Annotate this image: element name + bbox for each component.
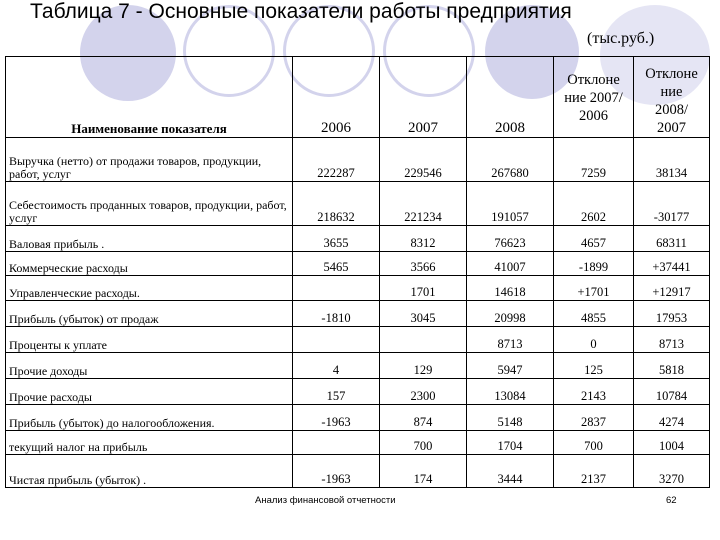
value-2006: -1810 xyxy=(293,301,380,327)
deviation-2007-2006: -1899 xyxy=(554,252,634,276)
row-name: Себестоимость проданных товаров, продукции, работ, услуг xyxy=(6,182,293,226)
value-2006: 157 xyxy=(293,379,380,405)
value-2006: 218632 xyxy=(293,182,380,226)
deviation-2008-2007: 5818 xyxy=(634,353,710,379)
table-row xyxy=(6,379,710,405)
indicators-table xyxy=(5,56,710,488)
value-2006 xyxy=(293,276,380,301)
header-dev2-line3: 2008/ xyxy=(654,102,689,118)
deviation-2007-2006: 7259 xyxy=(554,138,634,182)
deviation-2008-2007: 38134 xyxy=(634,138,710,182)
footer-page-number: 62 xyxy=(666,495,677,506)
value-2007: 229546 xyxy=(380,138,467,182)
header-dev2-line4: 2007 xyxy=(657,120,686,136)
row-name: Прибыль (убыток) от продаж xyxy=(6,301,293,327)
deviation-2007-2006: 4657 xyxy=(554,226,634,252)
value-2007: 1701 xyxy=(380,276,467,301)
table-row xyxy=(6,405,710,431)
value-2008: 5947 xyxy=(467,353,554,379)
value-2006 xyxy=(293,327,380,353)
value-2008: 1704 xyxy=(467,431,554,455)
table-row xyxy=(6,327,710,353)
value-2008: 8713 xyxy=(467,327,554,353)
value-2008: 191057 xyxy=(467,182,554,226)
deviation-2008-2007: 8713 xyxy=(634,327,710,353)
value-2006 xyxy=(293,431,380,455)
header-deviation-2007-2006 xyxy=(554,57,634,138)
row-name: Управленческие расходы. xyxy=(6,276,293,301)
deviation-2007-2006: 2837 xyxy=(554,405,634,431)
deviation-2007-2006: 125 xyxy=(554,353,634,379)
deviation-2008-2007: +37441 xyxy=(634,252,710,276)
deviation-2008-2007: 17953 xyxy=(634,301,710,327)
value-2006: -1963 xyxy=(293,405,380,431)
value-2008: 13084 xyxy=(467,379,554,405)
value-2008: 20998 xyxy=(467,301,554,327)
deviation-2007-2006: +1701 xyxy=(554,276,634,301)
deviation-2008-2007: +12917 xyxy=(634,276,710,301)
value-2007: 8312 xyxy=(380,226,467,252)
value-2006: 5465 xyxy=(293,252,380,276)
table-row xyxy=(6,301,710,327)
value-2007 xyxy=(380,327,467,353)
value-2007: 174 xyxy=(380,455,467,488)
value-2008: 3444 xyxy=(467,455,554,488)
value-2008: 267680 xyxy=(467,138,554,182)
value-2007: 2300 xyxy=(380,379,467,405)
table-row xyxy=(6,226,710,252)
row-name: Прибыль (убыток) до налогообложения. xyxy=(6,405,293,431)
row-name: Валовая прибыль . xyxy=(6,226,293,252)
deviation-2008-2007: 3270 xyxy=(634,455,710,488)
value-2007: 700 xyxy=(380,431,467,455)
value-2007: 129 xyxy=(380,353,467,379)
row-name: Проценты к уплате xyxy=(6,327,293,353)
deviation-2008-2007: 10784 xyxy=(634,379,710,405)
deviation-2007-2006: 700 xyxy=(554,431,634,455)
header-deviation-2008-2007 xyxy=(634,57,710,138)
table-row xyxy=(6,455,710,488)
value-2006: 4 xyxy=(293,353,380,379)
value-2007: 221234 xyxy=(380,182,467,226)
deviation-2008-2007: -30177 xyxy=(634,182,710,226)
deviation-2007-2006: 2602 xyxy=(554,182,634,226)
unit-label: (тыс.руб.) xyxy=(587,30,655,47)
row-name: Прочие расходы xyxy=(6,379,293,405)
row-name: Чистая прибыль (убыток) . xyxy=(6,455,293,488)
table-row xyxy=(6,431,710,455)
value-2007: 3566 xyxy=(380,252,467,276)
header-2006: 2006 xyxy=(293,57,380,138)
value-2008: 76623 xyxy=(467,226,554,252)
deviation-2008-2007: 1004 xyxy=(634,431,710,455)
deviation-2007-2006: 2143 xyxy=(554,379,634,405)
header-dev1-line2: ние 2007/ xyxy=(564,90,623,106)
deviation-2008-2007: 4274 xyxy=(634,405,710,431)
value-2008: 41007 xyxy=(467,252,554,276)
value-2007: 874 xyxy=(380,405,467,431)
value-2006: 222287 xyxy=(293,138,380,182)
header-dev2-line2: ние xyxy=(660,84,683,100)
row-name: Прочие доходы xyxy=(6,353,293,379)
table-row xyxy=(6,138,710,182)
page-title: Таблица 7 - Основные показатели работы предприятия xyxy=(30,0,572,23)
deviation-2007-2006: 0 xyxy=(554,327,634,353)
row-name: текущий налог на прибыль xyxy=(6,431,293,455)
header-2008: 2008 xyxy=(467,57,554,138)
row-name: Коммерческие расходы xyxy=(6,252,293,276)
table-row xyxy=(6,353,710,379)
table-row xyxy=(6,182,710,226)
header-name: Наименование показателя xyxy=(6,57,293,138)
value-2008: 5148 xyxy=(467,405,554,431)
footer-title: Анализ финансовой отчетности xyxy=(255,495,396,506)
header-dev1-line3: 2006 xyxy=(579,108,608,124)
header-2007: 2007 xyxy=(380,57,467,138)
value-2008: 14618 xyxy=(467,276,554,301)
row-name: Выручка (нетто) от продажи товаров, продукции, работ, услуг xyxy=(6,138,293,182)
value-2006: 3655 xyxy=(293,226,380,252)
table-row xyxy=(6,252,710,276)
table-header-row xyxy=(6,57,710,138)
header-dev1-line1: Отклоне xyxy=(567,72,620,88)
deviation-2007-2006: 2137 xyxy=(554,455,634,488)
deviation-2008-2007: 68311 xyxy=(634,226,710,252)
value-2006: -1963 xyxy=(293,455,380,488)
deviation-2007-2006: 4855 xyxy=(554,301,634,327)
header-dev2-line1: Отклоне xyxy=(645,66,698,82)
table-row xyxy=(6,276,710,301)
value-2007: 3045 xyxy=(380,301,467,327)
